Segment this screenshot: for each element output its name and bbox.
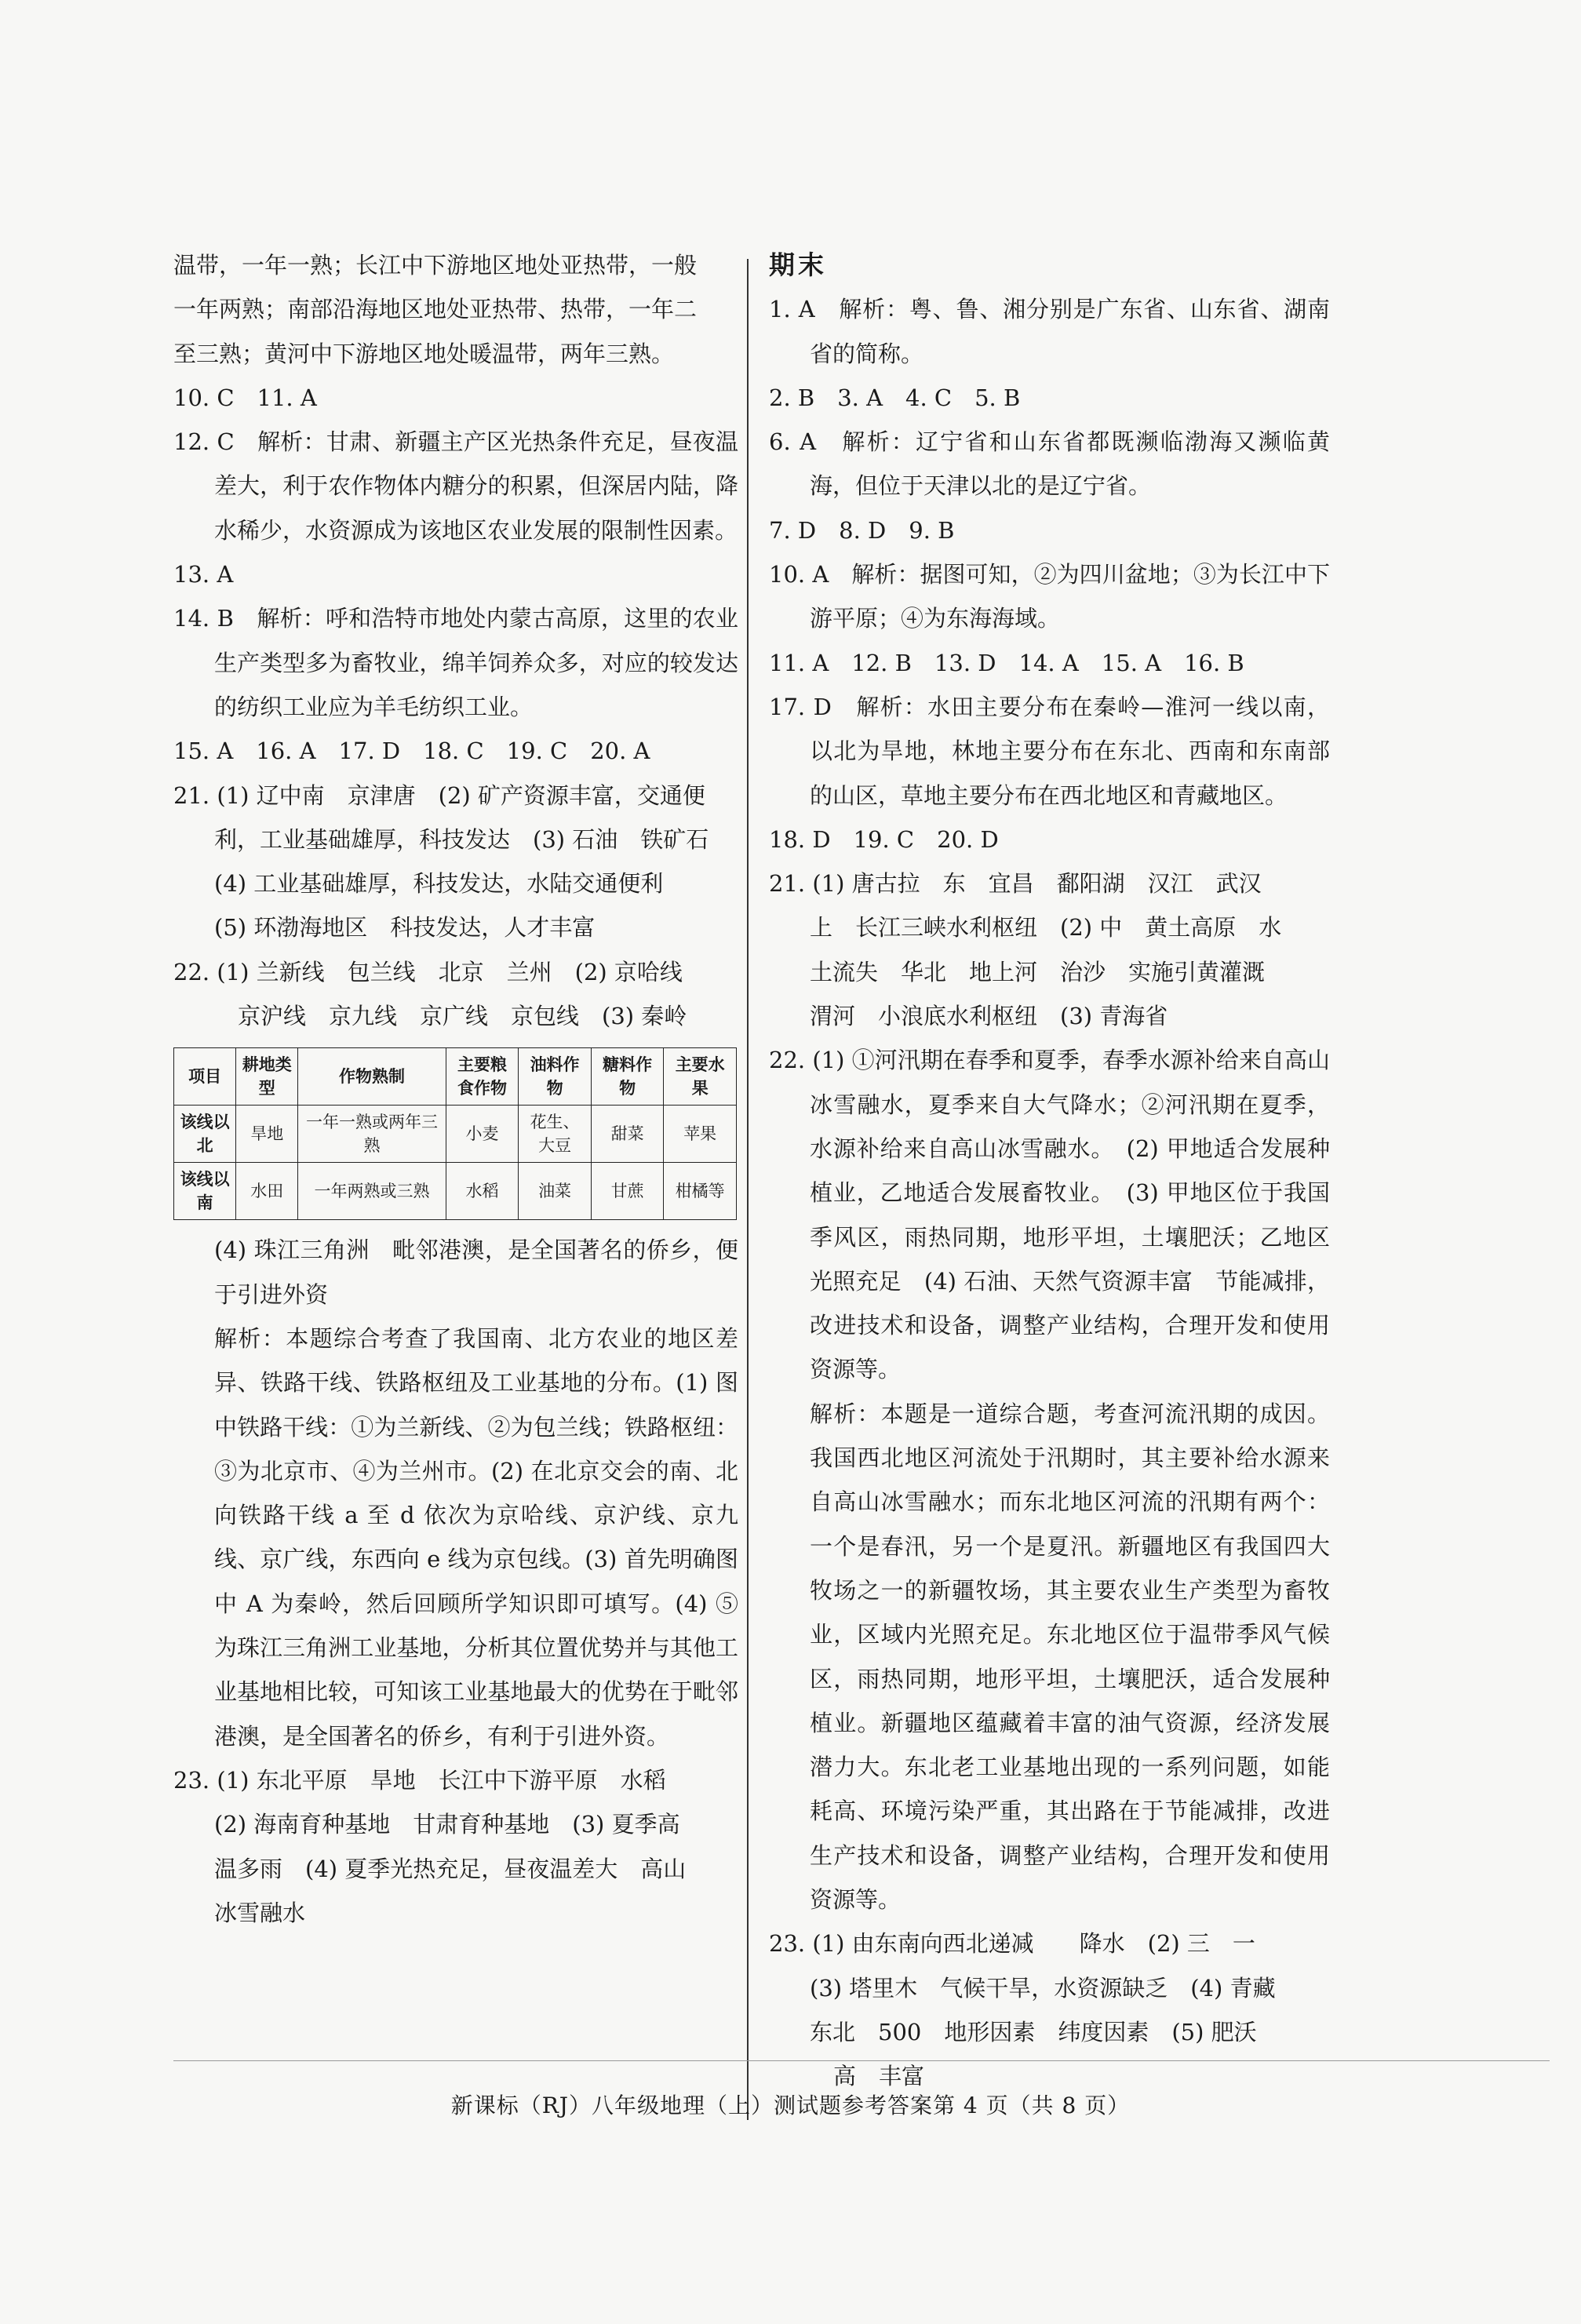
answer-1: 1. A 解析：粤、鲁、湘分别是广东省、山东省、湖南省的简称。 [769,296,1330,367]
table-cell: 甘蔗 [591,1163,664,1220]
left-column [173,243,738,1935]
table-header-row [174,1048,737,1106]
answer-13: 13. A [173,561,234,588]
answer-14: 14. B 解析：呼和浩特市地处内蒙古高原，这里的农业生产类型多为畜牧业，绵羊饲养众多，对应的较发达的纺织工业应为羊毛纺织工业。 [173,605,738,720]
table-cell: 小麦 [446,1106,519,1163]
page-footer: 新课标（RJ）八年级地理（上）测试题参考答案第 4 页（共 8 页） [450,2093,1131,2118]
answer-10-11: 10. C 11. A [173,384,317,411]
text-line: 一年两熟；南部沿海地区地处亚热带、热带，一年二 [173,296,698,323]
answer-23-line: 冰雪融水 [214,1899,306,1926]
table-header-cell: 糖料作物 [591,1048,664,1106]
answer-23-line: 23. (1) 东北平原 旱地 长江中下游平原 水稻 [173,1766,666,1794]
answer-22-part4: (4) 珠江三角洲 毗邻港澳，是全国著名的侨乡，便于引进外资 [214,1237,738,1308]
table-cell: 该线以南 [174,1163,236,1220]
answer-23-line: 东北 500 地形因素 纬度因素 (5) 肥沃 [810,2018,1257,2045]
table-header-cell: 作物熟制 [298,1048,446,1106]
answer-22-line: 22. (1) 兰新线 包兰线 北京 兰州 (2) 京哈线 [173,958,683,985]
answer-23-line: (2) 海南育种基地 甘肃育种基地 (3) 夏季高 [214,1811,680,1838]
answer-23-line: 温多雨 (4) 夏季光热充足，昼夜温差大 高山 [214,1855,687,1882]
text-line: 至三熟；黄河中下游地区地处暖温带，两年三熟。 [173,340,675,367]
answer-10: 10. A 解析：据图可知，②为四川盆地；③为长江中下游平原；④为东海海域。 [769,561,1330,632]
answer-21-line: (5) 环渤海地区 科技发达，人才丰富 [214,914,596,942]
answer-11-16: 11. A 12. B 13. D 14. A 15. A 16. B [769,649,1244,676]
answer-22-analysis: 解析：本题综合考查了我国南、北方农业的地区差异、铁路干线、铁路枢纽及工业基地的分布。(1) 图中铁路干线：①为兰新线、②为包兰线；铁路枢纽：③为北京市、④为兰州市。(2) 在北京交会的南、北向铁路干线 a 至 d 依次为京哈线、京沪线、京九线、京广线，东西向 e 线为京包线。(3) 首先明确图中 A 为秦岭，然后回顾所学知识即可填写。(4) ⑤为珠江三角洲工业基地，分析其位置优势并与其他工业基地相比较，可知该工业基地最大的优势在于毗邻港澳，是全国著名的侨乡，有利于引进外资。 [214,1324,738,1750]
answer-21-line: 利，工业基础雄厚，科技发达 (3) 石油 铁矿石 [214,825,709,853]
answer-21-line: (4) 工业基础雄厚，科技发达，水陆交通便利 [214,870,664,898]
answer-2-5: 2. B 3. A 4. C 5. B [769,384,1021,411]
right-column [769,243,1330,2098]
answer-23-line: 高 丰富 [833,2063,925,2090]
answer-12: 12. C 解析：甘肃、新疆主产区光热条件充足，昼夜温差大，利于农作物体内糖分的积累，但深居内陆，降水稀少，水资源成为该地区农业发展的限制性因素。 [173,428,738,544]
table-cell: 一年两熟或三熟 [298,1163,446,1220]
table-cell: 该线以北 [174,1106,236,1163]
answer-22-analysis: 解析：本题是一道综合题，考查河流汛期的成因。我国西北地区河流处于汛期时，其主要补给水源来自高山冰雪融水；而东北地区河流的汛期有两个：一个是春汛，另一个是夏汛。新疆地区有我国四大牧场之一的新疆牧场，其主要农业生产类型为畜牧业，区域内光照充足。东北地区位于温带季风气候区，雨热同期，地形平坦，土壤肥沃，适合发展种植业。新疆地区蕴藏着丰富的油气资源，经济发展潜力大。东北老工业基地出现的一系列问题，如能耗高、环境污染严重，其出路在于节能减排，改进生产技术和设备，调整产业结构，合理开发和使用资源等。 [810,1400,1330,1913]
table-row [174,1163,737,1220]
answer-21-line: 渭河 小浪底水利枢纽 (3) 青海省 [810,1003,1168,1030]
answer-21-line: 土流失 华北 地上河 治沙 实施引黄灌溉 [810,958,1266,985]
answer-23-line: (3) 塔里木 气候干旱，水资源缺乏 (4) 青藏 [810,1974,1276,2002]
table-cell: 油菜 [519,1163,592,1220]
table-header-cell: 耕地类型 [236,1048,298,1106]
answer-23-line: 23. (1) 由东南向西北递减 降水 (2) 三 一 [769,1930,1255,1958]
answer-22: 22. (1) ①河汛期在春季和夏季，春季水源补给来自高山冰雪融水，夏季来自大气降水；②河汛期在夏季，水源补给来自高山冰雪融水。 (2) 甲地适合发展种植业，乙地适合发展畜牧业。 (3) 甲地区位于我国季风区，雨热同期，地形平坦，土壤肥沃；乙地区光照充足 (4) 石油、天然气资源丰富 节能减排，改进技术和设备，调整产业结构，合理开发和使用资源等。 [769,1047,1330,1383]
answer-15-20: 15. A 16. A 17. D 18. C 19. C 20. A [173,738,650,765]
table-header-cell: 油料作物 [519,1048,592,1106]
answer-22-line: 京沪线 京九线 京广线 京包线 (3) 秦岭 [238,1003,687,1030]
answer-21-line: 上 长江三峡水利枢纽 (2) 中 黄土高原 水 [810,914,1282,942]
table-cell: 一年一熟或两年三熟 [298,1106,446,1163]
table-row [174,1106,737,1163]
answer-17: 17. D 解析：水田主要分布在秦岭—淮河一线以南，以北为旱地，林地主要分布在东北、西南和东南部的山区，草地主要分布在西北地区和青藏地区。 [769,693,1330,809]
answer-21-line: 21. (1) 辽中南 京津唐 (2) 矿产资源丰富，交通便 [173,781,705,809]
table-cell: 苹果 [664,1106,737,1163]
section-title: 期末 [769,250,827,280]
footer-rule [173,2060,1550,2061]
text-line: 温带，一年一熟；长江中下游地区地处亚热带，一般 [173,252,698,279]
answer-7-9: 7. D 8. D 9. B [769,516,955,544]
table-cell: 甜菜 [591,1106,664,1163]
table-header-cell: 主要粮食作物 [446,1048,519,1106]
answer-21-line: 21. (1) 唐古拉 东 宜昌 鄱阳湖 汉江 武汉 [769,870,1262,898]
answer-6: 6. A 解析：辽宁省和山东省都既濒临渤海又濒临黄海，但位于天津以北的是辽宁省。 [769,428,1330,500]
table-cell: 花生、大豆 [519,1106,592,1163]
table-header-cell: 主要水果 [664,1048,737,1106]
table-cell: 水稻 [446,1163,519,1220]
table-cell: 旱地 [236,1106,298,1163]
table-cell: 水田 [236,1163,298,1220]
answer-table [173,1047,737,1220]
column-divider [747,259,749,2120]
table-cell: 柑橘等 [664,1163,737,1220]
answer-18-20: 18. D 19. C 20. D [769,825,999,853]
table-header-cell: 项目 [174,1048,236,1106]
